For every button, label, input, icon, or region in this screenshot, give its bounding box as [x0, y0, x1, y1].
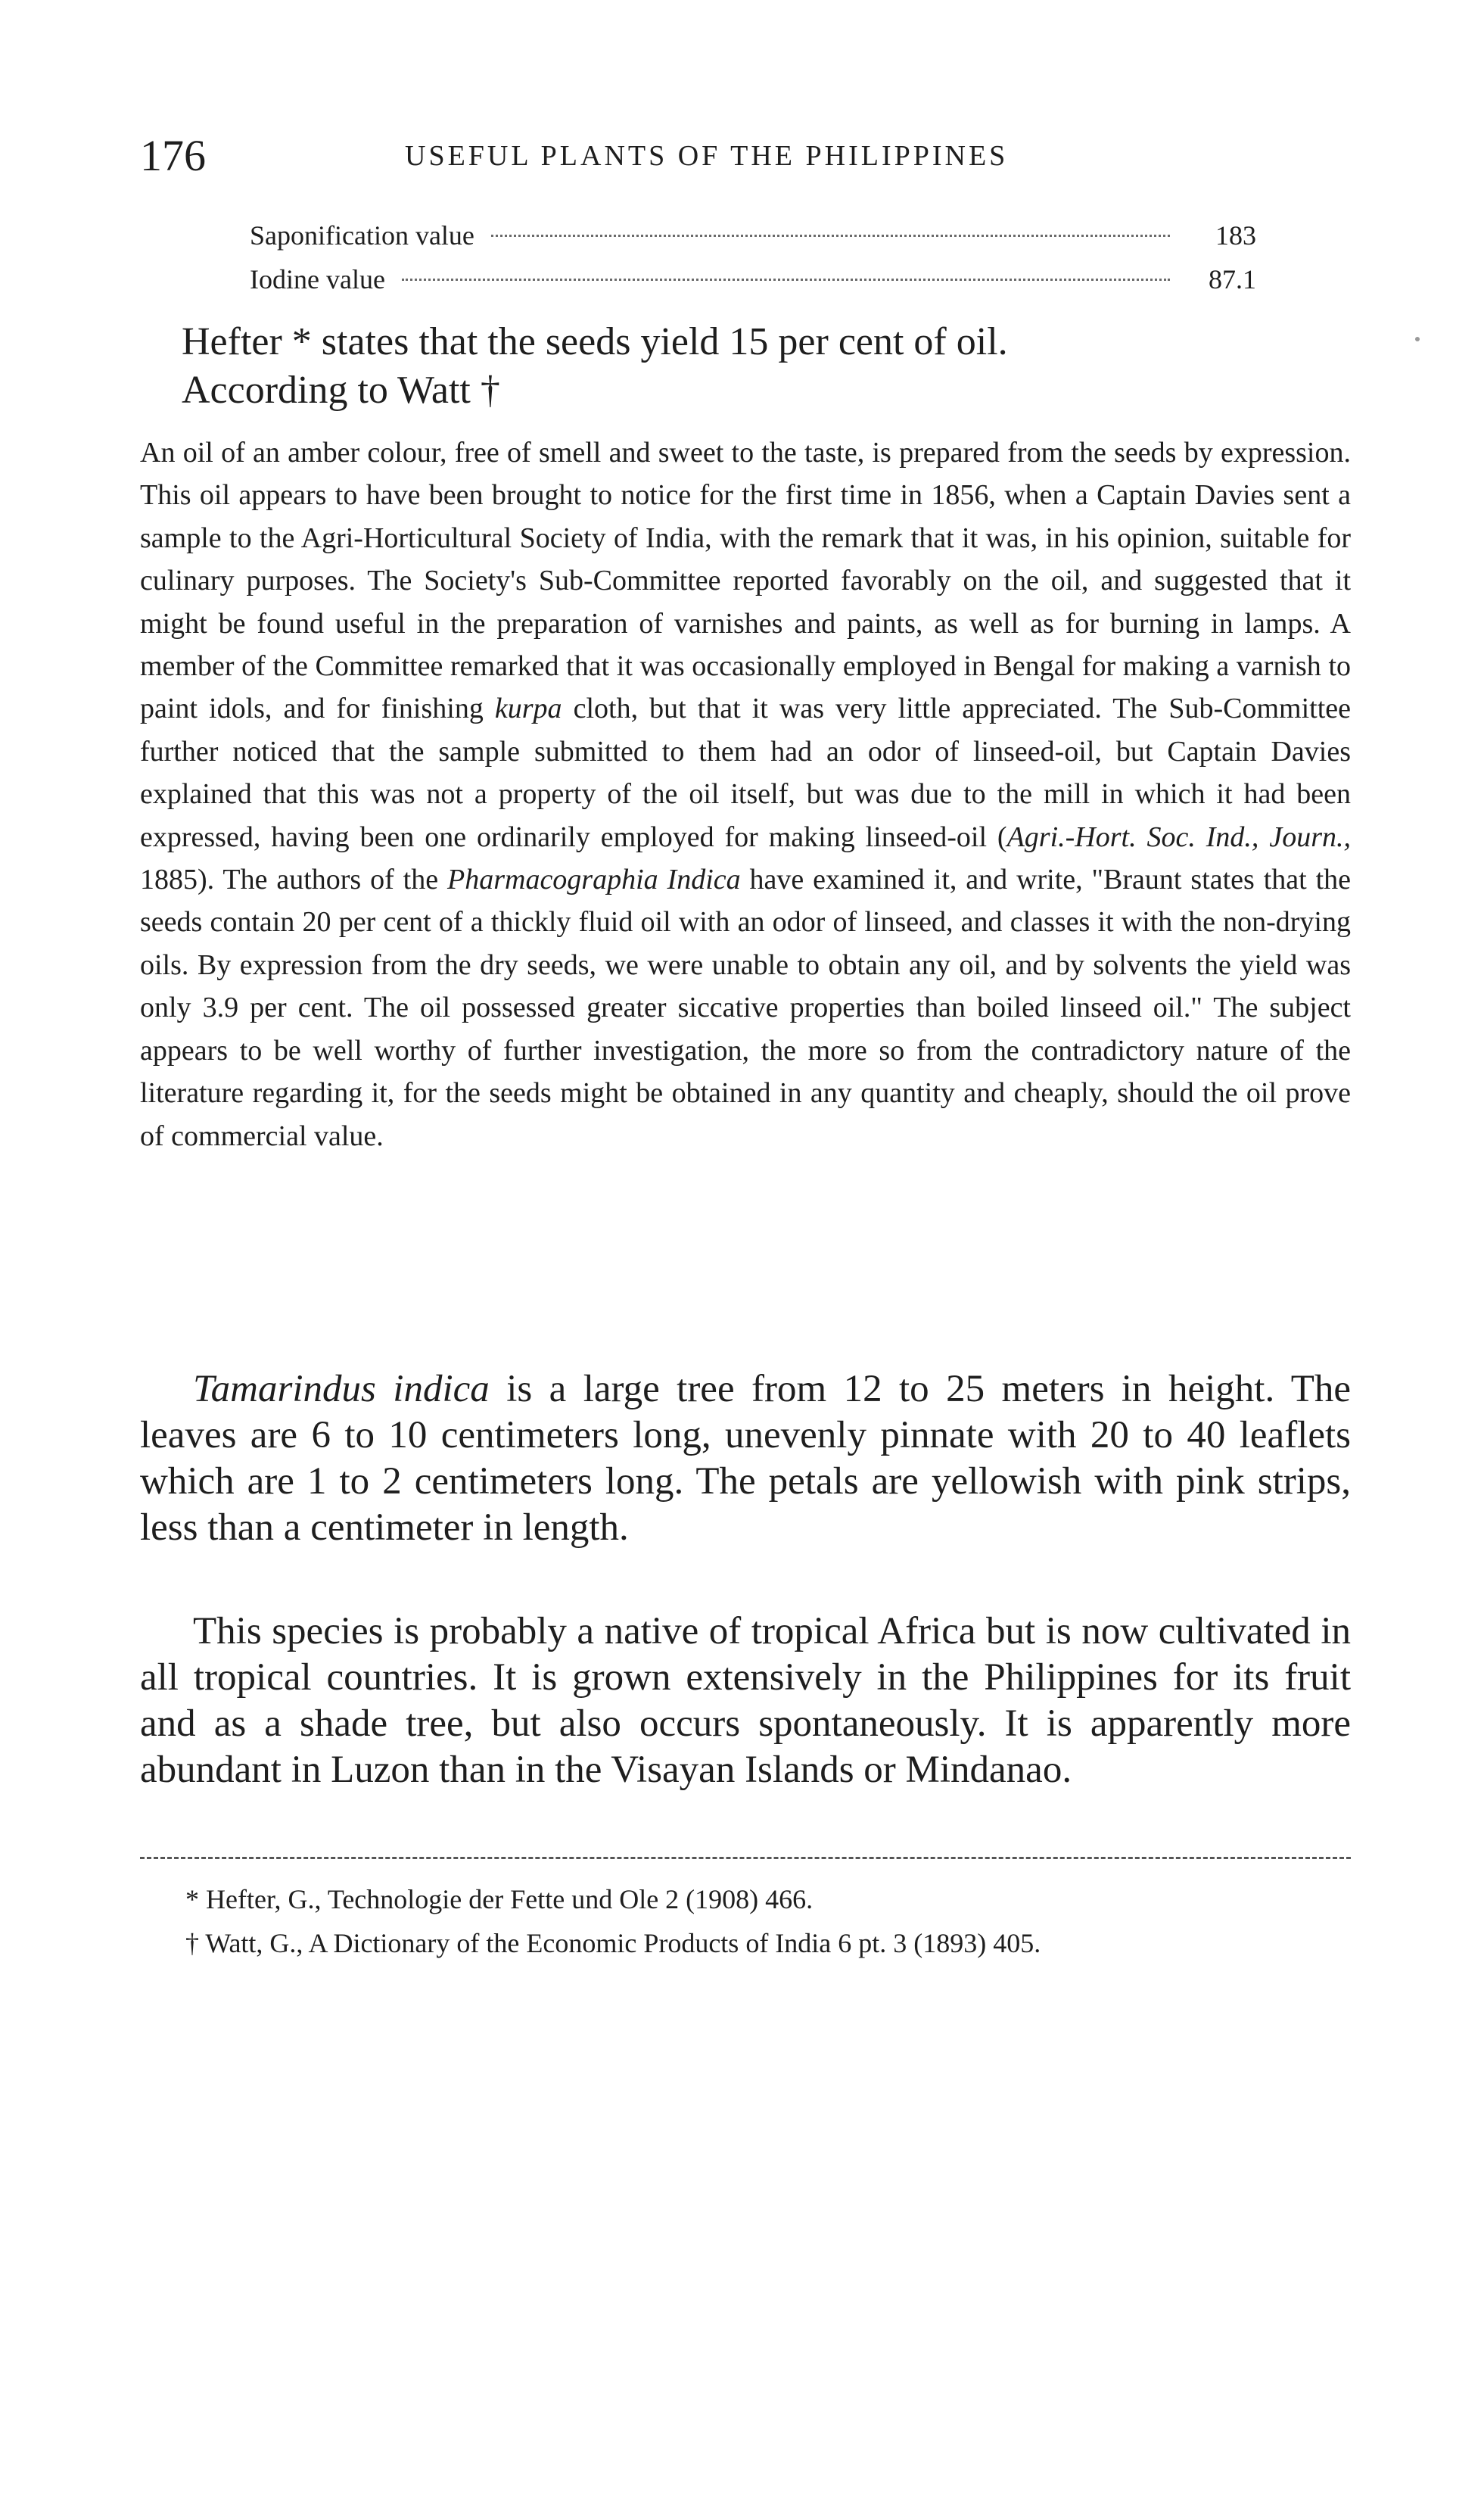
- quote-italic: Agri.-Hort. Soc. Ind., Journ.,: [1006, 821, 1351, 853]
- table-row: [250, 263, 1256, 307]
- quote-italic: kurpa: [494, 693, 562, 725]
- tamarindus-description: [140, 1366, 1351, 1551]
- dot-leader: [491, 235, 1170, 237]
- quote-text: An oil of an amber colour, free of smell and sweet to the taste, is prepared from the seeds by expression. This oil appears to have been brought to notice for the first time in 1856, when a Captain Davies sent a sample to the Agri-Horticultural Society of India, with the remark that it was, in his opinion, suitable for culinary purposes. The Society's Sub-Committee reported favorably on the oil, and suggested that it might be found useful in the preparation of varnishes and paints, as well as for burning in lamps. A member of the Committee remarked that it was occasionally employed in Bengal for making a varnish to paint idols, and for finishing: [140, 437, 1351, 725]
- page-speck: [1415, 337, 1420, 341]
- page-header: [140, 130, 1351, 191]
- dot-leader: [402, 279, 1170, 281]
- footnote-separator: [140, 1857, 1351, 1859]
- according-line: According to Watt †: [182, 369, 500, 412]
- footnote-hefter: * Hefter, G., Technologie der Fette und Ole 2 (1908) 466.: [185, 1884, 814, 1914]
- paragraph-text: is a large tree from 12 to 25 meters in height. The leaves are 6 to 10 centimeters long, unevenly pinnate with 20 to 40 leaflets which are 1 to 2 centimeters long. The petals are yellowish with pink strips, less than a centimeter in length.: [140, 1368, 1352, 1549]
- watt-quotation: [140, 431, 1351, 1157]
- oil-constants-table: [250, 220, 1256, 307]
- footnote-watt: † Watt, G., A Dictionary of the Economic Products of India 6 pt. 3 (1893) 405.: [185, 1928, 1041, 1958]
- quote-italic: Pharmacographia Indica: [447, 864, 741, 896]
- page-number: 176: [140, 131, 206, 180]
- quote-text: 1885). The authors of the: [140, 864, 439, 896]
- constant-value: 183: [1215, 220, 1256, 251]
- species-name: Tamarindus indica: [193, 1368, 490, 1410]
- hefter-line: Hefter * states that the seeds yield 15 per cent of oil.: [182, 320, 1008, 363]
- quote-text: cloth, but that it was very little appreciated. The Sub-Committee further noticed that the sample submitted to them had an odor of linseed-oil, but Captain Davies explained that this was not a property of the oil itself, but was due to the mill in which it had been expressed, having been one ordinarily employed for making linseed-oil (: [140, 693, 1352, 853]
- distribution-paragraph: This species is probably a native of tropical Africa but is now cultivated in all tropical countries. It is grown extensively in the Philippines for its fruit and as a shade tree, but also occurs spontaneously. It is apparently more abundant in Luzon than in the Visayan Islands or Mindanao.: [140, 1610, 1351, 1791]
- running-title: USEFUL PLANTS OF THE PHILIPPINES: [405, 140, 1009, 172]
- table-row: [250, 220, 1256, 263]
- constant-label: Iodine value: [250, 264, 385, 294]
- constant-value: 87.1: [1209, 264, 1256, 294]
- constant-label: Saponification value: [250, 220, 474, 251]
- quote-text: have examined it, and write, "Braunt states that the seeds contain 20 per cent of a thickly fluid oil with an odor of linseed, and classes it with the non-drying oils. By expression from the dry seeds, we were unable to obtain any oil, and by solvents the yield was only 3.9 per cent. The oil possessed greater siccative properties than boiled linseed oil." The subject appears to be well worthy of further investigation, the more so from the contradictory nature of the literature regarding it, for the seeds might be obtained in any quantity and cheaply, should the oil prove of commercial value.: [140, 864, 1352, 1152]
